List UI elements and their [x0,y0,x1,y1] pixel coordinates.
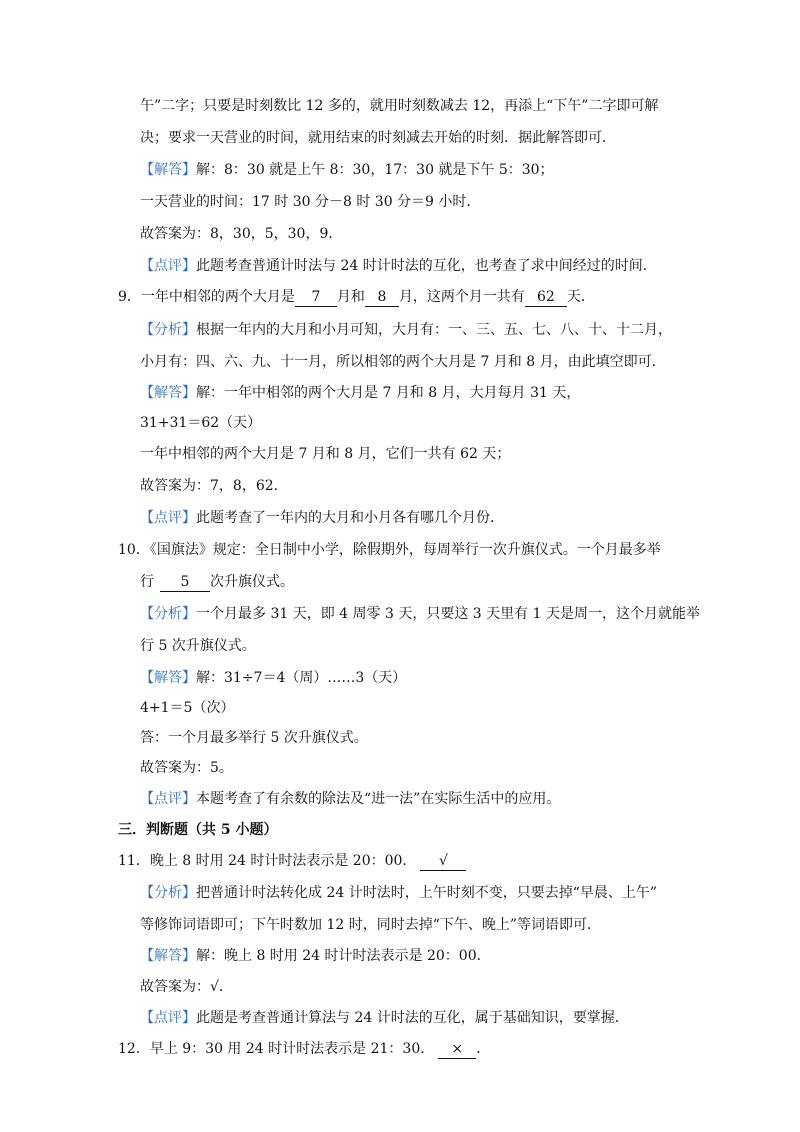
analysis-line: 【分析】一个月最多 31 天，即 4 周零 3 天，只要这 3 天里有 1 天是周一，这个月就能举 [140,606,700,622]
comment-line: 【点评】本题考查了有余数的除法及“进一法”在实际生活中的应用。 [140,791,561,807]
text-line: 31+31＝62（天） [140,415,262,431]
analysis-tag: 【分析】 [140,606,196,622]
text-line: 故答案为：7，8，62． [140,478,288,494]
text-line: 故答案为：5。 [140,760,233,776]
text-line: 小月有：四、六、九、十一月，所以相邻的两个大月是 7 月和 8 月，由此填空即可． [140,354,666,370]
question-12: 12．早上 9：30 用 24 时计时法表示是 21：30． × ． [118,1041,491,1057]
text-line: 决；要求一天营业的时间，就用结束的时刻减去开始的时刻．据此解答即可． [140,130,616,146]
comment-tag: 【点评】 [140,258,196,274]
question-10: 10．《国旗法》规定：全日制中小学，除假期外，每周举行一次升旗仪式。一个月最多举 [118,542,661,558]
comment-line: 【点评】此题考查普通计时法与 24 时计时法的互化，也考查了求中间经过的时间． [140,258,657,274]
question-10-cont: 行 5 次升旗仪式。 [140,574,294,590]
text-line: 故答案为：√． [140,979,233,995]
comment-tag: 【点评】 [140,1010,196,1026]
answer-tag: 【解答】 [140,670,196,686]
text-line: 故答案为：8，30，5，30，9． [140,226,343,242]
answer-tag: 【解答】 [140,948,196,964]
answer-blank: 7 [295,288,337,307]
analysis-tag: 【分析】 [140,322,196,338]
answer-tag: 【解答】 [140,162,196,178]
question-11: 11．晚上 8 时用 24 时计时法表示是 20：00． √ [118,851,466,871]
analysis-line: 【分析】把普通计时法转化成 24 计时法时，上午时刻不变，只要去掉“早晨、上午” [140,885,658,901]
answer-line: 【解答】解：晚上 8 时用 24 时计时法表示是 20：00． [140,948,491,964]
answer-blank: × [438,1040,476,1059]
answer-line: 【解答】解：31÷7＝4（周）……3（天） [140,670,407,686]
answer-blank: 8 [365,288,399,307]
section-heading: 三．判断题（共 5 小题） [118,822,278,838]
comment-tag: 【点评】 [140,791,196,807]
answer-blank: 5 [160,573,210,592]
answer-blank: 62 [525,288,567,307]
text-line: 一天营业的时间：17 时 30 分－8 时 30 分＝9 小时． [140,194,481,210]
analysis-tag: 【分析】 [140,885,196,901]
text-line: 等修饰词语即可；下午时数加 12 时，同时去掉“下午、晚上”等词语即可． [140,917,602,933]
answer-tag: 【解答】 [140,385,196,401]
comment-line: 【点评】此题是考查普通计算法与 24 计时法的互化，属于基础知识，要掌握． [140,1010,629,1026]
text-line: 4+1＝5（次） [140,700,235,716]
comment-line: 【点评】此题考查了一年内的大月和小月各有哪几个月份． [140,510,504,526]
text-line: 答：一个月最多举行 5 次升旗仪式。 [140,730,368,746]
answer-line: 【解答】解：一年中相邻的两个大月是 7 月和 8 月，大月每月 31 天， [140,385,581,401]
text-line: 一年中相邻的两个大月是 7 月和 8 月，它们一共有 62 天； [140,446,511,462]
answer-line: 【解答】解：8：30 就是上午 8：30，17：30 就是下午 5：30； [140,162,554,178]
text-line: 行 5 次升旗仪式。 [140,638,256,654]
answer-blank: √ [420,852,466,871]
analysis-line: 【分析】根据一年内的大月和小月可知，大月有：一、三、五、七、八、十、十二月， [140,322,672,338]
text-line: 午”二字；只要是时刻数比 12 多的，就用时刻数减去 12，再添上“下午”二字即可解 [140,98,659,114]
comment-tag: 【点评】 [140,510,196,526]
question-9: 9．一年中相邻的两个大月是 7 月和 8 月，这两个月一共有 62 天． [118,289,595,305]
